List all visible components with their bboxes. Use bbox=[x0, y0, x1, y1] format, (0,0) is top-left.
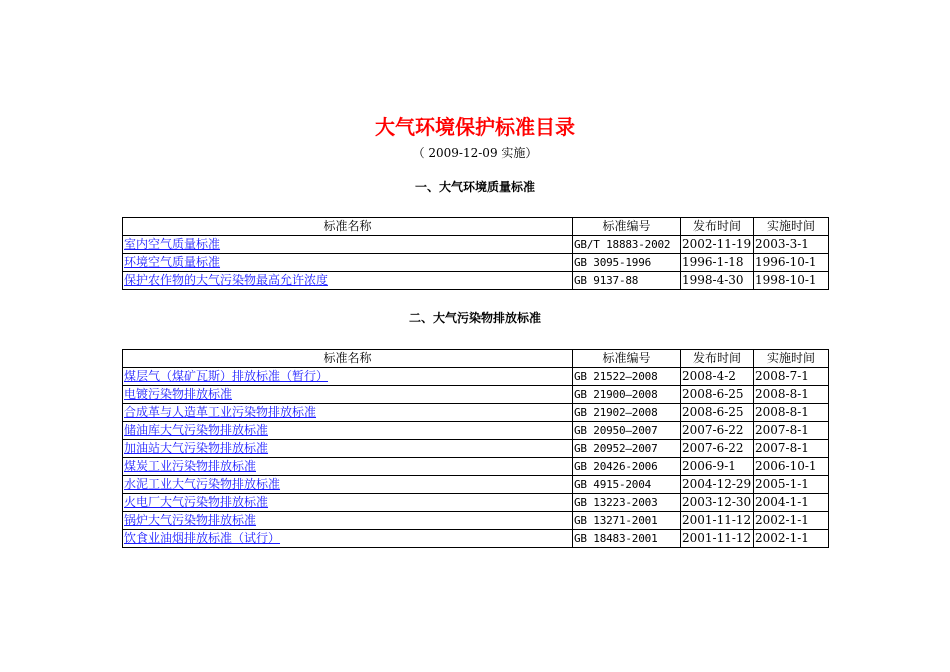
standard-name-cell[interactable] bbox=[123, 530, 573, 548]
column-header-effective: 实施时间 bbox=[754, 218, 829, 236]
published-date: 2004-12-29 bbox=[681, 476, 754, 494]
table-row bbox=[123, 512, 829, 530]
column-header-code: 标准编号 bbox=[573, 350, 681, 368]
standard-name-cell[interactable] bbox=[123, 386, 573, 404]
standard-name-cell[interactable] bbox=[123, 422, 573, 440]
standard-name-cell[interactable] bbox=[123, 254, 573, 272]
section-heading-air-quality: 一、大气环境质量标准 bbox=[414, 180, 535, 194]
table-row bbox=[123, 458, 829, 476]
standard-name-cell[interactable] bbox=[123, 494, 573, 512]
standard-name-cell[interactable] bbox=[123, 368, 573, 386]
standard-link[interactable]: 饮食业油烟排放标准（试行） bbox=[124, 531, 281, 545]
published-date: 2002-11-19 bbox=[681, 236, 754, 254]
standard-code: GB 13271-2001 bbox=[573, 512, 681, 530]
standard-link[interactable]: 环境空气质量标准 bbox=[124, 255, 221, 269]
standard-name-cell[interactable] bbox=[123, 404, 573, 422]
section-heading-emission: 二、大气污染物排放标准 bbox=[408, 311, 541, 325]
column-header-published: 发布时间 bbox=[681, 218, 754, 236]
effective-date: 2007-8-1 bbox=[754, 422, 829, 440]
effective-date: 2005-1-1 bbox=[754, 476, 829, 494]
document-subtitle: （ 2009-12-09 实施） bbox=[412, 146, 538, 160]
standard-code: GB 21522—2008 bbox=[573, 368, 681, 386]
effective-date: 2008-8-1 bbox=[754, 386, 829, 404]
standard-link[interactable]: 煤炭工业污染物排放标准 bbox=[124, 459, 257, 473]
standard-link[interactable]: 电镀污染物排放标准 bbox=[124, 387, 233, 401]
standard-code: GB 21900—2008 bbox=[573, 386, 681, 404]
table-row bbox=[123, 476, 829, 494]
standard-link[interactable]: 保护农作物的大气污染物最高允许浓度 bbox=[124, 273, 329, 287]
effective-date: 2004-1-1 bbox=[754, 494, 829, 512]
effective-date: 2008-7-1 bbox=[754, 368, 829, 386]
standard-name-cell[interactable] bbox=[123, 512, 573, 530]
standard-code: GB 4915-2004 bbox=[573, 476, 681, 494]
air-quality-standards-table bbox=[122, 217, 829, 290]
published-date: 2001-11-12 bbox=[681, 530, 754, 548]
published-date: 2001-11-12 bbox=[681, 512, 754, 530]
published-date: 2008-4-2 bbox=[681, 368, 754, 386]
standard-link[interactable]: 加油站大气污染物排放标准 bbox=[124, 441, 269, 455]
standard-link[interactable]: 火电厂大气污染物排放标准 bbox=[124, 495, 269, 509]
standard-link[interactable]: 煤层气（煤矿瓦斯）排放标准（暂行） bbox=[124, 369, 329, 383]
standard-code: GB 20952—2007 bbox=[573, 440, 681, 458]
standard-name-cell[interactable] bbox=[123, 272, 573, 290]
standard-code: GB 13223-2003 bbox=[573, 494, 681, 512]
published-date: 2008-6-25 bbox=[681, 404, 754, 422]
standard-code: GB/T 18883-2002 bbox=[573, 236, 681, 254]
standard-link[interactable]: 合成革与人造革工业污染物排放标准 bbox=[124, 405, 317, 419]
standard-code: GB 18483-2001 bbox=[573, 530, 681, 548]
column-header-code: 标准编号 bbox=[573, 218, 681, 236]
standard-code: GB 3095-1996 bbox=[573, 254, 681, 272]
table-row bbox=[123, 422, 829, 440]
column-header-name: 标准名称 bbox=[123, 350, 573, 368]
effective-date: 1996-10-1 bbox=[754, 254, 829, 272]
standard-code: GB 20950—2007 bbox=[573, 422, 681, 440]
column-header-effective: 实施时间 bbox=[754, 350, 829, 368]
published-date: 2006-9-1 bbox=[681, 458, 754, 476]
table-row bbox=[123, 440, 829, 458]
emission-standards-table bbox=[122, 349, 829, 548]
published-date: 1998-4-30 bbox=[681, 272, 754, 290]
published-date: 2008-6-25 bbox=[681, 386, 754, 404]
table-header-row bbox=[123, 218, 829, 236]
standard-link[interactable]: 室内空气质量标准 bbox=[124, 237, 221, 251]
standard-link[interactable]: 储油库大气污染物排放标准 bbox=[124, 423, 269, 437]
standard-name-cell[interactable] bbox=[123, 458, 573, 476]
column-header-published: 发布时间 bbox=[681, 350, 754, 368]
standard-code: GB 9137-88 bbox=[573, 272, 681, 290]
standard-link[interactable]: 水泥工业大气污染物排放标准 bbox=[124, 477, 281, 491]
standard-name-cell[interactable] bbox=[123, 440, 573, 458]
table-row bbox=[123, 494, 829, 512]
table-row bbox=[123, 368, 829, 386]
published-date: 2007-6-22 bbox=[681, 422, 754, 440]
published-date: 2003-12-30 bbox=[681, 494, 754, 512]
table-row bbox=[123, 254, 829, 272]
standard-name-cell[interactable] bbox=[123, 476, 573, 494]
table-header-row bbox=[123, 350, 829, 368]
standard-code: GB 20426-2006 bbox=[573, 458, 681, 476]
effective-date: 2007-8-1 bbox=[754, 440, 829, 458]
table-row bbox=[123, 404, 829, 422]
published-date: 1996-1-18 bbox=[681, 254, 754, 272]
effective-date: 2002-1-1 bbox=[754, 530, 829, 548]
effective-date: 2008-8-1 bbox=[754, 404, 829, 422]
standard-name-cell[interactable] bbox=[123, 236, 573, 254]
effective-date: 2002-1-1 bbox=[754, 512, 829, 530]
effective-date: 1998-10-1 bbox=[754, 272, 829, 290]
standard-code: GB 21902—2008 bbox=[573, 404, 681, 422]
table-row bbox=[123, 386, 829, 404]
document-title: 大气环境保护标准目录 bbox=[375, 115, 575, 139]
column-header-name: 标准名称 bbox=[123, 218, 573, 236]
table-row bbox=[123, 236, 829, 254]
standard-link[interactable]: 锅炉大气污染物排放标准 bbox=[124, 513, 257, 527]
published-date: 2007-6-22 bbox=[681, 440, 754, 458]
table-row bbox=[123, 530, 829, 548]
effective-date: 2003-3-1 bbox=[754, 236, 829, 254]
effective-date: 2006-10-1 bbox=[754, 458, 829, 476]
table-row bbox=[123, 272, 829, 290]
